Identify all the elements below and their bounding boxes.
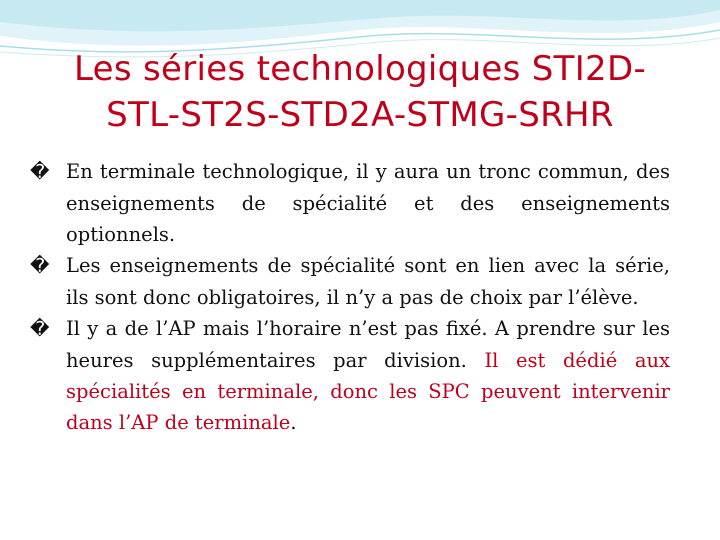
bullet-icon: � [30, 161, 50, 183]
title-line-2: STL-ST2S-STD2A-STMG-SRHR [106, 95, 614, 135]
paragraph-3 [30, 313, 670, 438]
paragraph-1 [30, 156, 670, 250]
slide-body [30, 156, 670, 438]
title-line-1: Les séries technologiques STI2D- [73, 49, 647, 89]
bullet-icon: � [30, 255, 50, 277]
paragraph-1-text: En terminale technologique, il y aura un tronc commun, des enseignements de spécialité et des enseignements optionnels. [66, 160, 670, 246]
bullet-icon: � [30, 318, 50, 340]
paragraph-3-end: . [290, 411, 297, 434]
slide-title [30, 46, 690, 138]
paragraph-3-highlight: Il est dédié aux spécialités en terminale, donc les SPC peuvent intervenir dans l’AP de terminale [66, 349, 670, 434]
paragraph-2-text: Les enseignements de spécialité sont en lien avec la série, ils sont donc obligatoires, il n’y a pas de choix par l’élève. [66, 254, 670, 309]
paragraph-2 [30, 250, 670, 313]
paragraph-3-text: Il y a de l’AP mais l’horaire n’est pas fixé. A prendre sur les heures supplémentaires par division. [66, 317, 670, 372]
